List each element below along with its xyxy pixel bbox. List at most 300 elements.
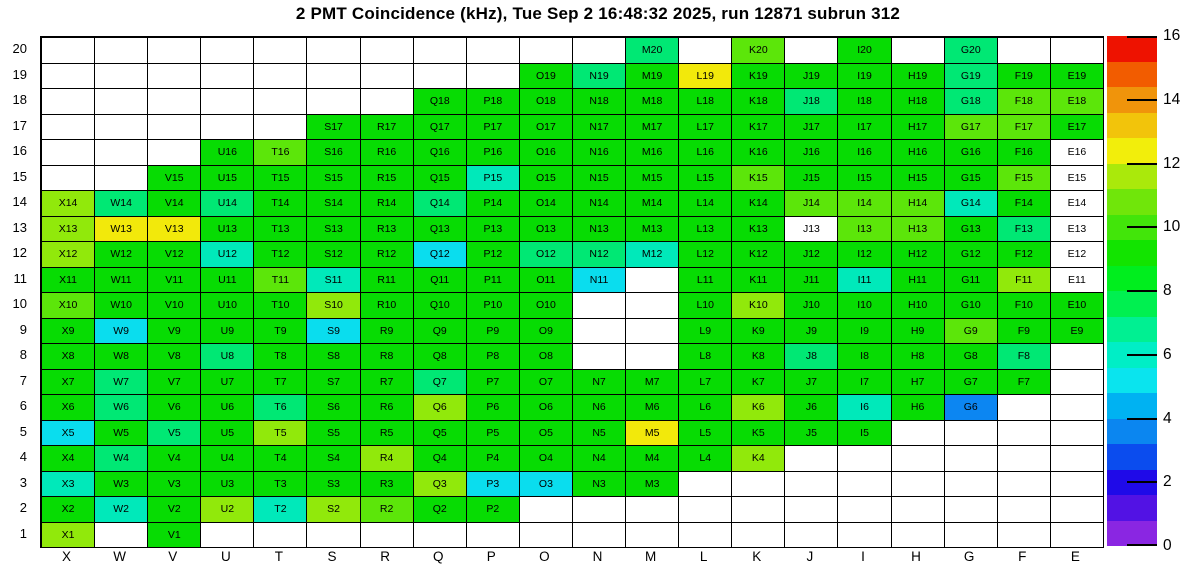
grid-cell-X13: X13 bbox=[41, 216, 94, 242]
grid-cell-P6: P6 bbox=[466, 394, 519, 420]
grid-cell-P14: P14 bbox=[466, 190, 519, 216]
grid-cell-empty bbox=[200, 522, 253, 548]
grid-cell-G7: G7 bbox=[944, 369, 997, 395]
grid-cell-empty bbox=[94, 63, 147, 89]
grid-cell-K17: K17 bbox=[731, 114, 784, 140]
colorbar-tick-label-10: 10 bbox=[1163, 218, 1181, 236]
grid-cell-K12: K12 bbox=[731, 241, 784, 267]
grid-cell-X2: X2 bbox=[41, 496, 94, 522]
grid-cell-empty bbox=[997, 394, 1050, 420]
grid-cell-empty bbox=[1050, 37, 1103, 63]
grid-cell-X3: X3 bbox=[41, 471, 94, 497]
row-label-20: 20 bbox=[12, 41, 27, 57]
grid-cell-P2: P2 bbox=[466, 496, 519, 522]
grid-cell-empty bbox=[466, 63, 519, 89]
grid-cell-H8: H8 bbox=[891, 343, 944, 369]
row-label-16: 16 bbox=[12, 143, 27, 159]
grid-cell-Q10: Q10 bbox=[413, 292, 466, 318]
grid-cell-empty bbox=[306, 37, 359, 63]
grid-cell-J9: J9 bbox=[784, 318, 837, 344]
grid-cell-T10: T10 bbox=[253, 292, 306, 318]
column-label-I: I bbox=[861, 549, 865, 564]
y-axis-row-labels bbox=[0, 36, 34, 546]
grid-cell-T4: T4 bbox=[253, 445, 306, 471]
grid-cell-N19: N19 bbox=[572, 63, 625, 89]
grid-cell-I18: I18 bbox=[837, 88, 890, 114]
grid-cell-F13: F13 bbox=[997, 216, 1050, 242]
grid-cell-I7: I7 bbox=[837, 369, 890, 395]
grid-cell-S13: S13 bbox=[306, 216, 359, 242]
grid-cell-T5: T5 bbox=[253, 420, 306, 446]
grid-cell-empty bbox=[253, 37, 306, 63]
grid-cell-empty bbox=[94, 139, 147, 165]
grid-cell-S17: S17 bbox=[306, 114, 359, 140]
grid-cell-S14: S14 bbox=[306, 190, 359, 216]
grid-cell-empty bbox=[41, 37, 94, 63]
grid-cell-W14: W14 bbox=[94, 190, 147, 216]
grid-cell-Q7: Q7 bbox=[413, 369, 466, 395]
grid-cell-M12: M12 bbox=[625, 241, 678, 267]
grid-cell-K4: K4 bbox=[731, 445, 784, 471]
grid-cell-T15: T15 bbox=[253, 165, 306, 191]
colorbar-band bbox=[1107, 444, 1157, 470]
grid-cell-empty bbox=[625, 292, 678, 318]
grid-cell-empty bbox=[997, 471, 1050, 497]
grid-cell-O17: O17 bbox=[519, 114, 572, 140]
grid-cell-J14: J14 bbox=[784, 190, 837, 216]
grid-cell-O8: O8 bbox=[519, 343, 572, 369]
grid-cell-empty bbox=[731, 522, 784, 548]
grid-cell-J17: J17 bbox=[784, 114, 837, 140]
colorbar-band bbox=[1107, 215, 1157, 241]
row-label-18: 18 bbox=[12, 92, 27, 108]
grid-cell-P3: P3 bbox=[466, 471, 519, 497]
grid-cell-empty bbox=[94, 165, 147, 191]
grid-cell-L19: L19 bbox=[678, 63, 731, 89]
grid-cell-E15: E15 bbox=[1050, 165, 1103, 191]
grid-cell-H9: H9 bbox=[891, 318, 944, 344]
grid-cell-K8: K8 bbox=[731, 343, 784, 369]
grid-cell-P17: P17 bbox=[466, 114, 519, 140]
grid-cell-Q18: Q18 bbox=[413, 88, 466, 114]
colorbar-tick-label-6: 6 bbox=[1163, 345, 1172, 363]
grid-cell-E17: E17 bbox=[1050, 114, 1103, 140]
grid-cell-empty bbox=[625, 522, 678, 548]
grid-cell-empty bbox=[1050, 471, 1103, 497]
grid-cell-K15: K15 bbox=[731, 165, 784, 191]
grid-cell-K16: K16 bbox=[731, 139, 784, 165]
colorbar bbox=[1107, 36, 1157, 546]
grid-cell-empty bbox=[997, 445, 1050, 471]
column-label-L: L bbox=[699, 549, 708, 564]
grid-cell-empty bbox=[997, 420, 1050, 446]
column-label-X: X bbox=[62, 549, 72, 564]
grid-cell-E13: E13 bbox=[1050, 216, 1103, 242]
grid-cell-empty bbox=[944, 471, 997, 497]
grid-cell-T13: T13 bbox=[253, 216, 306, 242]
grid-cell-empty bbox=[944, 420, 997, 446]
column-label-W: W bbox=[113, 549, 127, 564]
grid-cell-F18: F18 bbox=[997, 88, 1050, 114]
grid-cell-empty bbox=[360, 88, 413, 114]
grid-cell-V13: V13 bbox=[147, 216, 200, 242]
grid-cell-S2: S2 bbox=[306, 496, 359, 522]
grid-cell-K14: K14 bbox=[731, 190, 784, 216]
column-label-R: R bbox=[380, 549, 390, 564]
grid-cell-L13: L13 bbox=[678, 216, 731, 242]
grid-cell-F9: F9 bbox=[997, 318, 1050, 344]
grid-cell-U16: U16 bbox=[200, 139, 253, 165]
grid-cell-H19: H19 bbox=[891, 63, 944, 89]
grid-cell-empty bbox=[572, 37, 625, 63]
grid-cell-empty bbox=[944, 445, 997, 471]
grid-cell-P18: P18 bbox=[466, 88, 519, 114]
grid-cell-empty bbox=[1050, 343, 1103, 369]
grid-cell-U6: U6 bbox=[200, 394, 253, 420]
grid-cell-empty bbox=[94, 114, 147, 140]
colorbar-tick-label-0: 0 bbox=[1163, 537, 1172, 554]
grid-cell-empty bbox=[997, 496, 1050, 522]
grid-cell-V3: V3 bbox=[147, 471, 200, 497]
grid-cell-S9: S9 bbox=[306, 318, 359, 344]
grid-cell-M4: M4 bbox=[625, 445, 678, 471]
grid-cell-R6: R6 bbox=[360, 394, 413, 420]
grid-cell-E18: E18 bbox=[1050, 88, 1103, 114]
grid-cell-W12: W12 bbox=[94, 241, 147, 267]
grid-cell-J18: J18 bbox=[784, 88, 837, 114]
grid-cell-empty bbox=[572, 496, 625, 522]
grid-cell-Q8: Q8 bbox=[413, 343, 466, 369]
grid-cell-U7: U7 bbox=[200, 369, 253, 395]
grid-cell-T14: T14 bbox=[253, 190, 306, 216]
grid-cell-empty bbox=[413, 37, 466, 63]
grid-cell-N14: N14 bbox=[572, 190, 625, 216]
grid-cell-R10: R10 bbox=[360, 292, 413, 318]
grid-cell-V9: V9 bbox=[147, 318, 200, 344]
grid-cell-K6: K6 bbox=[731, 394, 784, 420]
grid-cell-empty bbox=[41, 139, 94, 165]
grid-cell-empty bbox=[837, 496, 890, 522]
grid-cell-X11: X11 bbox=[41, 267, 94, 293]
row-label-6: 6 bbox=[19, 398, 27, 414]
grid-cell-empty bbox=[625, 267, 678, 293]
grid-cell-empty bbox=[200, 37, 253, 63]
grid-cell-R7: R7 bbox=[360, 369, 413, 395]
row-label-2: 2 bbox=[19, 500, 27, 516]
grid-cell-I14: I14 bbox=[837, 190, 890, 216]
grid-cell-M18: M18 bbox=[625, 88, 678, 114]
grid-cell-F17: F17 bbox=[997, 114, 1050, 140]
colorbar-band bbox=[1107, 36, 1157, 62]
grid-cell-G14: G14 bbox=[944, 190, 997, 216]
grid-cell-V4: V4 bbox=[147, 445, 200, 471]
grid-cell-R14: R14 bbox=[360, 190, 413, 216]
grid-cell-P16: P16 bbox=[466, 139, 519, 165]
grid-cell-empty bbox=[147, 37, 200, 63]
grid-cell-E19: E19 bbox=[1050, 63, 1103, 89]
colorbar-band bbox=[1107, 189, 1157, 215]
grid-cell-O18: O18 bbox=[519, 88, 572, 114]
grid-cell-empty bbox=[837, 445, 890, 471]
grid-cell-K19: K19 bbox=[731, 63, 784, 89]
row-label-9: 9 bbox=[19, 321, 27, 337]
column-label-H: H bbox=[911, 549, 921, 564]
grid-cell-empty bbox=[413, 63, 466, 89]
grid-cell-empty bbox=[519, 496, 572, 522]
grid-cell-J13: J13 bbox=[784, 216, 837, 242]
grid-cell-H6: H6 bbox=[891, 394, 944, 420]
grid-cell-empty bbox=[94, 88, 147, 114]
grid-cell-F14: F14 bbox=[997, 190, 1050, 216]
colorbar-tick-label-2: 2 bbox=[1163, 473, 1172, 491]
grid-cell-N15: N15 bbox=[572, 165, 625, 191]
grid-cell-L14: L14 bbox=[678, 190, 731, 216]
grid-cell-X5: X5 bbox=[41, 420, 94, 446]
grid-cell-Q3: Q3 bbox=[413, 471, 466, 497]
grid-cell-empty bbox=[784, 37, 837, 63]
grid-cell-W11: W11 bbox=[94, 267, 147, 293]
grid-cell-J10: J10 bbox=[784, 292, 837, 318]
colorbar-tick-labels bbox=[1163, 27, 1196, 554]
grid-cell-empty bbox=[147, 114, 200, 140]
grid-cell-empty bbox=[891, 37, 944, 63]
grid-cell-T2: T2 bbox=[253, 496, 306, 522]
grid-cell-T12: T12 bbox=[253, 241, 306, 267]
grid-cell-M7: M7 bbox=[625, 369, 678, 395]
grid-cell-V1: V1 bbox=[147, 522, 200, 548]
column-label-G: G bbox=[963, 549, 975, 564]
grid-cell-R5: R5 bbox=[360, 420, 413, 446]
grid-cell-X4: X4 bbox=[41, 445, 94, 471]
grid-cell-N6: N6 bbox=[572, 394, 625, 420]
grid-cell-empty bbox=[572, 343, 625, 369]
grid-cell-empty bbox=[731, 496, 784, 522]
grid-cell-J6: J6 bbox=[784, 394, 837, 420]
row-label-13: 13 bbox=[12, 219, 27, 235]
grid-cell-O6: O6 bbox=[519, 394, 572, 420]
row-label-12: 12 bbox=[12, 245, 27, 261]
grid-cell-V15: V15 bbox=[147, 165, 200, 191]
grid-cell-empty bbox=[625, 318, 678, 344]
grid-cell-I16: I16 bbox=[837, 139, 890, 165]
grid-cell-T3: T3 bbox=[253, 471, 306, 497]
grid-cell-O16: O16 bbox=[519, 139, 572, 165]
grid-cell-G9: G9 bbox=[944, 318, 997, 344]
grid-cell-empty bbox=[41, 165, 94, 191]
grid-cell-O7: O7 bbox=[519, 369, 572, 395]
column-label-S: S bbox=[327, 549, 337, 564]
grid-cell-G6: G6 bbox=[944, 394, 997, 420]
grid-cell-U3: U3 bbox=[200, 471, 253, 497]
grid-cell-H13: H13 bbox=[891, 216, 944, 242]
grid-cell-I5: I5 bbox=[837, 420, 890, 446]
grid-cell-K11: K11 bbox=[731, 267, 784, 293]
grid-cell-L10: L10 bbox=[678, 292, 731, 318]
grid-cell-V11: V11 bbox=[147, 267, 200, 293]
grid-cell-J12: J12 bbox=[784, 241, 837, 267]
grid-cell-empty bbox=[625, 496, 678, 522]
row-label-1: 1 bbox=[19, 525, 27, 541]
column-label-E: E bbox=[1070, 549, 1080, 564]
grid-cell-O15: O15 bbox=[519, 165, 572, 191]
grid-cell-X7: X7 bbox=[41, 369, 94, 395]
grid-cell-V7: V7 bbox=[147, 369, 200, 395]
grid-cell-R15: R15 bbox=[360, 165, 413, 191]
grid-cell-I11: I11 bbox=[837, 267, 890, 293]
grid-cell-X8: X8 bbox=[41, 343, 94, 369]
colorbar-band bbox=[1107, 138, 1157, 164]
grid-cell-Q5: Q5 bbox=[413, 420, 466, 446]
column-label-P: P bbox=[486, 549, 496, 564]
grid-cell-V5: V5 bbox=[147, 420, 200, 446]
grid-cell-S7: S7 bbox=[306, 369, 359, 395]
grid-cell-empty bbox=[360, 63, 413, 89]
grid-cell-W8: W8 bbox=[94, 343, 147, 369]
grid-cell-empty bbox=[94, 37, 147, 63]
colorbar-band bbox=[1107, 393, 1157, 419]
colorbar-tick-label-8: 8 bbox=[1163, 282, 1172, 299]
grid-cell-K20: K20 bbox=[731, 37, 784, 63]
grid-cell-J19: J19 bbox=[784, 63, 837, 89]
grid-cell-Q6: Q6 bbox=[413, 394, 466, 420]
grid-cell-K9: K9 bbox=[731, 318, 784, 344]
grid-cell-empty bbox=[572, 292, 625, 318]
x-axis-column-labels bbox=[40, 549, 1102, 567]
grid-cell-X12: X12 bbox=[41, 241, 94, 267]
grid-cell-U13: U13 bbox=[200, 216, 253, 242]
grid-cell-empty bbox=[1050, 394, 1103, 420]
grid-cell-empty bbox=[784, 445, 837, 471]
grid-cell-O19: O19 bbox=[519, 63, 572, 89]
grid-cell-T7: T7 bbox=[253, 369, 306, 395]
grid-cell-K10: K10 bbox=[731, 292, 784, 318]
grid-cell-E14: E14 bbox=[1050, 190, 1103, 216]
grid-cell-S16: S16 bbox=[306, 139, 359, 165]
grid-cell-empty bbox=[1050, 496, 1103, 522]
grid-cell-empty bbox=[360, 37, 413, 63]
grid-cell-T11: T11 bbox=[253, 267, 306, 293]
grid-cell-K7: K7 bbox=[731, 369, 784, 395]
grid-cell-Q11: Q11 bbox=[413, 267, 466, 293]
grid-cell-empty bbox=[466, 522, 519, 548]
grid-cell-L9: L9 bbox=[678, 318, 731, 344]
grid-cell-empty bbox=[253, 63, 306, 89]
grid-cell-J5: J5 bbox=[784, 420, 837, 446]
grid-cell-empty bbox=[784, 471, 837, 497]
grid-cell-H12: H12 bbox=[891, 241, 944, 267]
grid-cell-M16: M16 bbox=[625, 139, 678, 165]
grid-cell-Q17: Q17 bbox=[413, 114, 466, 140]
column-label-J: J bbox=[806, 549, 814, 564]
grid-cell-J15: J15 bbox=[784, 165, 837, 191]
grid-cell-empty bbox=[891, 496, 944, 522]
grid-cell-M17: M17 bbox=[625, 114, 678, 140]
grid-cell-N12: N12 bbox=[572, 241, 625, 267]
grid-cell-empty bbox=[891, 420, 944, 446]
grid-cell-empty bbox=[891, 445, 944, 471]
grid-cell-I13: I13 bbox=[837, 216, 890, 242]
grid-cell-W7: W7 bbox=[94, 369, 147, 395]
grid-cell-X9: X9 bbox=[41, 318, 94, 344]
grid-cell-Q12: Q12 bbox=[413, 241, 466, 267]
grid-cell-empty bbox=[837, 471, 890, 497]
grid-cell-L18: L18 bbox=[678, 88, 731, 114]
grid-cell-empty bbox=[944, 496, 997, 522]
grid-cell-G8: G8 bbox=[944, 343, 997, 369]
grid-cell-M15: M15 bbox=[625, 165, 678, 191]
grid-cell-I19: I19 bbox=[837, 63, 890, 89]
grid-cell-Q4: Q4 bbox=[413, 445, 466, 471]
grid-cell-empty bbox=[1050, 445, 1103, 471]
grid-cell-empty bbox=[94, 522, 147, 548]
colorbar-tick-label-12: 12 bbox=[1163, 154, 1181, 172]
row-label-10: 10 bbox=[12, 296, 27, 312]
grid-cell-G10: G10 bbox=[944, 292, 997, 318]
grid-cell-H14: H14 bbox=[891, 190, 944, 216]
grid-cell-empty bbox=[1050, 420, 1103, 446]
grid-cell-W3: W3 bbox=[94, 471, 147, 497]
colorbar-band bbox=[1107, 521, 1157, 547]
grid-cell-K5: K5 bbox=[731, 420, 784, 446]
grid-cell-W9: W9 bbox=[94, 318, 147, 344]
grid-cell-N3: N3 bbox=[572, 471, 625, 497]
grid-cell-O14: O14 bbox=[519, 190, 572, 216]
colorbar-band bbox=[1107, 342, 1157, 368]
grid-cell-E10: E10 bbox=[1050, 292, 1103, 318]
grid-cell-R13: R13 bbox=[360, 216, 413, 242]
grid-cell-G17: G17 bbox=[944, 114, 997, 140]
grid-cell-Q15: Q15 bbox=[413, 165, 466, 191]
grid-cell-H18: H18 bbox=[891, 88, 944, 114]
grid-cell-R9: R9 bbox=[360, 318, 413, 344]
grid-cell-R11: R11 bbox=[360, 267, 413, 293]
grid-cell-P15: P15 bbox=[466, 165, 519, 191]
grid-cell-empty bbox=[678, 471, 731, 497]
colorbar-band bbox=[1107, 62, 1157, 88]
grid-cell-P8: P8 bbox=[466, 343, 519, 369]
grid-cell-N5: N5 bbox=[572, 420, 625, 446]
grid-cell-L15: L15 bbox=[678, 165, 731, 191]
grid-cell-R16: R16 bbox=[360, 139, 413, 165]
grid-cell-N17: N17 bbox=[572, 114, 625, 140]
colorbar-band bbox=[1107, 87, 1157, 113]
grid-cell-R17: R17 bbox=[360, 114, 413, 140]
grid-cell-I20: I20 bbox=[837, 37, 890, 63]
grid-cell-R2: R2 bbox=[360, 496, 413, 522]
grid-cell-S11: S11 bbox=[306, 267, 359, 293]
grid-cell-I8: I8 bbox=[837, 343, 890, 369]
grid-cell-empty bbox=[147, 63, 200, 89]
colorbar-band bbox=[1107, 240, 1157, 266]
grid-cell-O12: O12 bbox=[519, 241, 572, 267]
grid-cell-empty bbox=[944, 522, 997, 548]
grid-cell-G20: G20 bbox=[944, 37, 997, 63]
grid-cell-U5: U5 bbox=[200, 420, 253, 446]
grid-cell-H11: H11 bbox=[891, 267, 944, 293]
grid-cell-J7: J7 bbox=[784, 369, 837, 395]
row-label-7: 7 bbox=[19, 372, 27, 388]
grid-cell-O13: O13 bbox=[519, 216, 572, 242]
grid-cell-F12: F12 bbox=[997, 241, 1050, 267]
row-label-3: 3 bbox=[19, 474, 27, 490]
grid-cell-S10: S10 bbox=[306, 292, 359, 318]
column-label-U: U bbox=[220, 549, 231, 564]
grid-cell-L16: L16 bbox=[678, 139, 731, 165]
grid-cell-I6: I6 bbox=[837, 394, 890, 420]
grid-cell-empty bbox=[147, 139, 200, 165]
grid-cell-L4: L4 bbox=[678, 445, 731, 471]
grid-cell-T8: T8 bbox=[253, 343, 306, 369]
